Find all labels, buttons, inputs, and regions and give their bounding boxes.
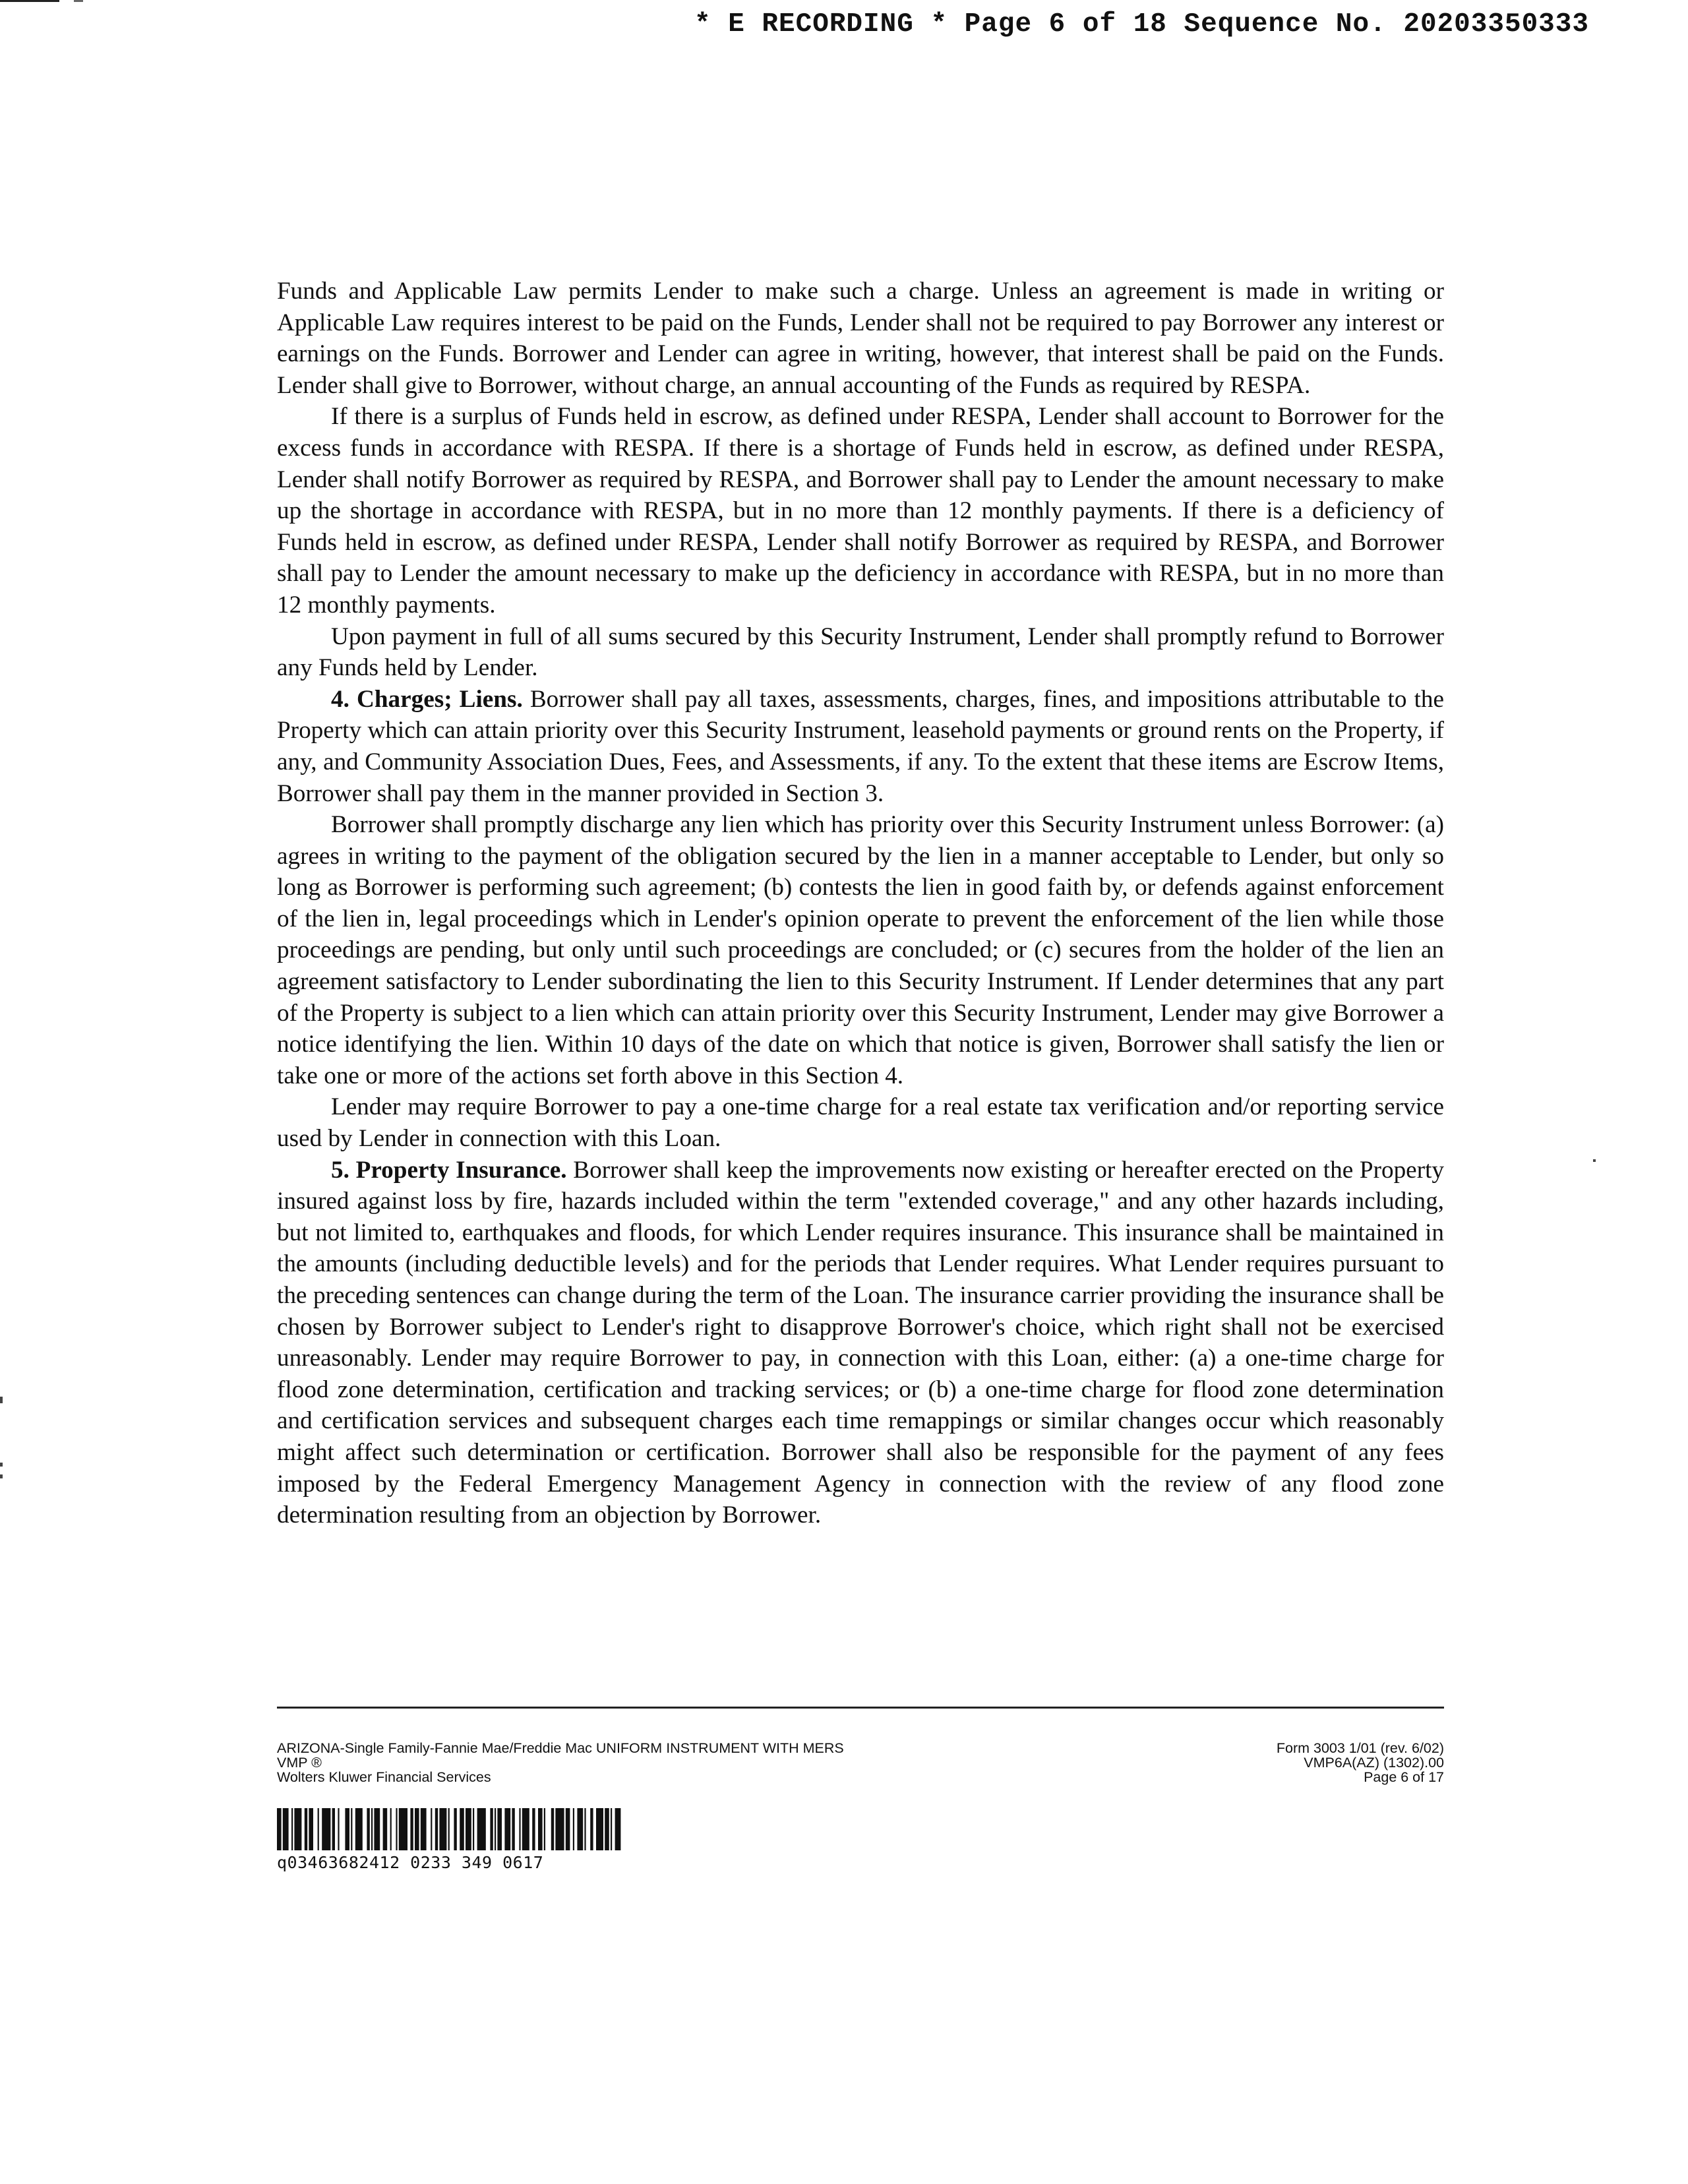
scan-speck bbox=[0, 1397, 3, 1403]
section-4-paragraph bbox=[277, 684, 1444, 809]
barcode-image bbox=[277, 1808, 725, 1850]
barcode-number: q03463682412 0233 349 0617 bbox=[277, 1853, 544, 1872]
form-code: VMP6A(AZ) (1302).00 bbox=[1304, 1755, 1444, 1771]
section-4-text: Borrower shall pay all taxes, assessments, charges, fines, and impositions attributable to the Property which can attain priority over this Security Instrument, leasehold payments or ground rents on the Property, if any, and Community Association Dues, Fees, and Assessments, if any. To the extent that these items are Escrow Items, Borrower shall pay them in the manner provided in Section 3. bbox=[277, 685, 1445, 807]
section-5-text: Borrower shall keep the improvements now existing or hereafter erected on the Property insured against loss by fire, hazards included within the term "extended coverage," and any other hazards including, but not limited to, earthquakes and floods, for which Lender requires insurance. This insurance shall be maintained in the amounts (including deductible levels) and for the periods that Lender requires. What Lender requires pursuant to the preceding sentences can change during the term of the Loan. The insurance carrier providing the insurance shall be chosen by Borrower subject to Lender's right to disapprove Borrower's choice, which right shall not be exercised unreasonably. Lender may require Borrower to pay, in connection with this Loan, either: (a) a one-time charge for flood zone determination, certification and tracking services; or (b) a one-time charge for flood zone determination and certification services and subsequent charges each time remappings or similar changes occur which reasonably might affect such determination or certification. Borrower shall also be responsible for the payment of any fees imposed by the Federal Emergency Management Agency in connection with the review of any flood zone determination resulting from an objection by Borrower. bbox=[277, 1156, 1445, 1529]
form-page-number: Page 6 of 17 bbox=[1364, 1769, 1444, 1785]
form-publisher-mark: VMP ® bbox=[277, 1755, 322, 1771]
recording-header: * E RECORDING * Page 6 of 18 Sequence No. 20203350333 bbox=[694, 9, 1589, 40]
form-footer-right bbox=[1277, 1741, 1444, 1784]
scan-speck bbox=[1593, 1159, 1596, 1162]
form-publisher: Wolters Kluwer Financial Services bbox=[277, 1769, 491, 1785]
scan-edge-mark bbox=[0, 0, 59, 2]
section-5-heading: 5. Property Insurance. bbox=[331, 1156, 567, 1184]
scan-speck bbox=[0, 1474, 3, 1478]
document-body bbox=[277, 276, 1444, 1531]
paragraph-escrow-surplus: If there is a surplus of Funds held in escrow, as defined under RESPA, Lender shall account to Borrower for the excess funds in accordance with RESPA. If there is a shortage of Funds held in escrow, as defined under RESPA, Lender shall notify Borrower as required by RESPA, and Borrower shall pay to Lender the amount necessary to make up the shortage in accordance with RESPA, but in no more than 12 monthly payments. If there is a deficiency of Funds held in escrow, as defined under RESPA, Lender shall notify Borrower as required by RESPA, and Borrower shall pay to Lender the amount necessary to make up the deficiency in accordance with RESPA, but in no more than 12 monthly payments. bbox=[277, 403, 1444, 619]
scan-edge-mark bbox=[74, 0, 83, 2]
paragraph-refund: Upon payment in full of all sums secured by this Security Instrument, Lender shall promptly refund to Borrower any Funds held by Lender. bbox=[277, 622, 1444, 682]
section-4-heading: 4. Charges; Liens. bbox=[331, 685, 523, 713]
form-number: Form 3003 1/01 (rev. 6/02) bbox=[1276, 1740, 1444, 1756]
paragraph-lien-discharge: Borrower shall promptly discharge any lien which has priority over this Security Instrument unless Borrower: (a) agrees in writing to the payment of the obligation secured by the lien in a manner acceptable to Lender, but only so long as Borrower is performing such agreement; (b) contests the lien in good faith by, or defends against enforcement of the lien in, legal proceedings which in Lender's opinion operate to prevent the enforcement of the lien while those proceedings are pending, but only until such proceedings are concluded; or (c) secures from the holder of the lien an agreement satisfactory to Lender subordinating the lien to this Security Instrument. If Lender determines that any part of the Property is subject to a lien which can attain priority over this Security Instrument, Lender may give Borrower a notice identifying the lien. Within 10 days of the date on which that notice is given, Borrower shall satisfy the lien or take one or more of the actions set forth above in this Section 4. bbox=[277, 811, 1444, 1089]
form-title: ARIZONA-Single Family-Fannie Mae/Freddie Mac UNIFORM INSTRUMENT WITH MERS bbox=[277, 1740, 844, 1756]
paragraph-tax-verification: Lender may require Borrower to pay a one-time charge for a real estate tax verification and/or reporting service used by Lender in connection with this Loan. bbox=[277, 1093, 1444, 1153]
section-5-paragraph bbox=[277, 1155, 1444, 1531]
footer-divider bbox=[277, 1707, 1444, 1709]
form-footer-left bbox=[277, 1741, 1002, 1784]
scan-speck bbox=[0, 1463, 3, 1467]
paragraph-funds-interest: Funds and Applicable Law permits Lender to make such a charge. Unless an agreement is made in writing or Applicable Law requires interest to be paid on the Funds, Lender shall not be required to pay Borrower any interest or earnings on the Funds. Borrower and Lender can agree in writing, however, that interest shall be paid on the Funds. Lender shall give to Borrower, without charge, an annual accounting of the Funds as required by RESPA. bbox=[277, 278, 1444, 399]
